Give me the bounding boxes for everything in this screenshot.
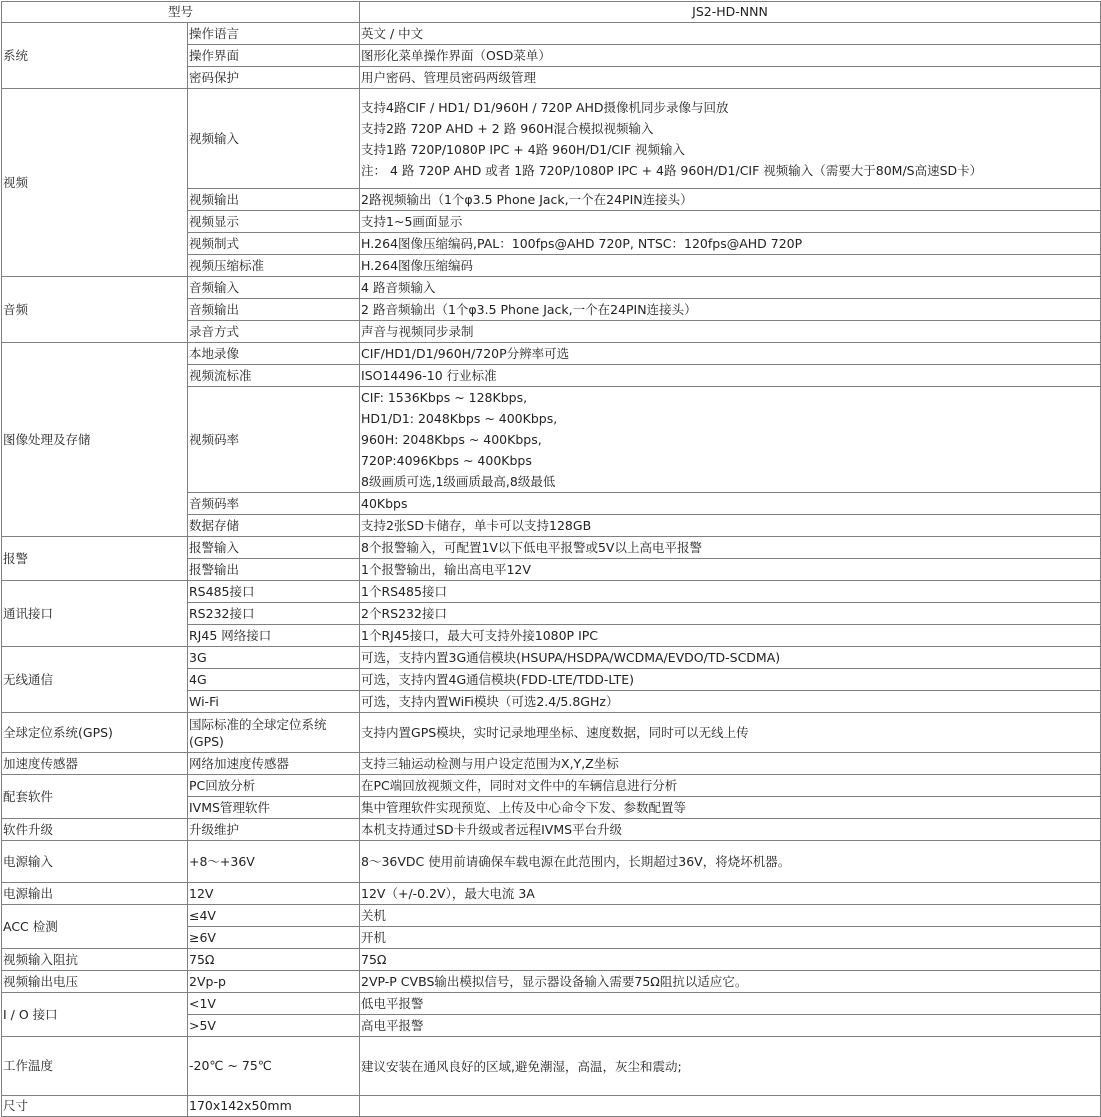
value-cell [360, 669, 1101, 691]
category-cell: 全球定位系统(GPS) [2, 713, 188, 753]
item-cell: 2Vp-p [188, 971, 360, 993]
value-cell [360, 1015, 1101, 1037]
value-cell [360, 343, 1101, 365]
category-cell: 配套软件 [2, 775, 188, 819]
value-line: 支持4路CIF / HD1/ D1/960H / 720P AHD摄像机同步录像与回放 [361, 99, 729, 115]
item-cell: 操作界面 [188, 45, 360, 67]
spec-row [2, 905, 1101, 927]
item-cell: 75Ω [188, 949, 360, 971]
category-cell: 图像处理及存储 [2, 343, 188, 537]
value-line: 75Ω [361, 952, 387, 967]
value-line: 声音与视频同步录制 [361, 324, 474, 339]
value-line: 2路视频输出（1个φ3.5 Phone Jack,一个在24PIN连接头） [361, 192, 693, 207]
value-line: ISO14496-10 行业标准 [361, 368, 497, 383]
value-cell [360, 387, 1101, 493]
item-cell: 音频码率 [188, 493, 360, 515]
item-cell: 本地录像 [188, 343, 360, 365]
value-cell [360, 775, 1101, 797]
item-cell: 密码保护 [188, 67, 360, 89]
item-cell: RS232接口 [188, 603, 360, 625]
spec-row [2, 537, 1101, 559]
item-cell: 报警输入 [188, 537, 360, 559]
value-cell [360, 299, 1101, 321]
item-cell: 网络加速度传感器 [188, 753, 360, 775]
item-cell: 视频流标准 [188, 365, 360, 387]
item-cell: 4G [188, 669, 360, 691]
value-cell [360, 67, 1101, 89]
spec-row [2, 647, 1101, 669]
item-cell: >5V [188, 1015, 360, 1037]
value-cell [360, 753, 1101, 775]
value-cell [360, 493, 1101, 515]
value-line: 2 路音频输出（1个φ3.5 Phone Jack,一个在24PIN连接头） [361, 302, 697, 317]
value-cell [360, 23, 1101, 45]
item-cell: 3G [188, 647, 360, 669]
value-line: H.264图像压缩编码,PAL：100fps@AHD 720P, NTSC：120fps@AHD 720P [361, 236, 803, 251]
value-line: 可选，支持内置WiFi模块（可选2.4/5.8GHz） [361, 694, 619, 709]
value-line: 本机支持通过SD卡升级或者远程IVMS平台升级 [361, 822, 623, 837]
spec-row [2, 971, 1101, 993]
item-cell: 国际标准的全球定位系统(GPS) [188, 713, 360, 753]
value-cell [360, 559, 1101, 581]
value-cell [360, 625, 1101, 647]
category-cell: 加速度传感器 [2, 753, 188, 775]
item-cell: ≤4V [188, 905, 360, 927]
spec-row [2, 277, 1101, 299]
item-cell: 报警输出 [188, 559, 360, 581]
spec-row [2, 775, 1101, 797]
value-line: 图形化菜单操作界面（OSD菜单） [361, 48, 551, 63]
value-cell [360, 797, 1101, 819]
value-cell [360, 515, 1101, 537]
value-line: 开机 [361, 930, 387, 945]
value-cell [360, 277, 1101, 299]
item-cell: <1V [188, 993, 360, 1015]
value-line: CIF/HD1/D1/960H/720P分辨率可选 [361, 346, 570, 361]
spec-row [2, 993, 1101, 1015]
value-cell [360, 255, 1101, 277]
value-line: 960H: 2048Kbps ~ 400Kbps, [361, 432, 542, 447]
value-line: CIF: 1536Kbps ~ 128Kbps, [361, 390, 528, 405]
item-cell: 170x142x50mm [188, 1096, 360, 1117]
value-line: 支持内置GPS模块，实时记录地理坐标、速度数据，同时可以无线上传 [361, 725, 749, 740]
spec-table-body [2, 2, 1101, 1117]
value-line: 低电平报警 [361, 996, 424, 1011]
item-cell: PC回放分析 [188, 775, 360, 797]
item-cell: 视频输入 [188, 89, 360, 189]
value-cell [360, 321, 1101, 343]
category-cell: 视频输入阻抗 [2, 949, 188, 971]
value-line: 40Kbps [361, 496, 408, 511]
item-cell: 录音方式 [188, 321, 360, 343]
value-cell [360, 927, 1101, 949]
item-cell: 数据存储 [188, 515, 360, 537]
value-line: 可选，支持内置4G通信模块(FDD-LTE/TDD-LTE) [361, 672, 635, 687]
value-cell [360, 993, 1101, 1015]
item-cell: 音频输入 [188, 277, 360, 299]
header-row [2, 2, 1101, 23]
spec-row [2, 949, 1101, 971]
value-line: 8～36VDC 使用前请确保车载电源在此范围内，长期超过36V，将烧坏机器。 [361, 854, 791, 869]
category-cell: 通讯接口 [2, 581, 188, 647]
spec-row [2, 883, 1101, 905]
item-cell: 12V [188, 883, 360, 905]
value-line: 2VP-P CVBS输出模拟信号，显示器设备输入需要75Ω阻抗以适应它。 [361, 974, 748, 989]
category-cell: 视频 [2, 89, 188, 277]
spec-row [2, 89, 1101, 189]
value-cell [360, 211, 1101, 233]
item-cell: 视频压缩标准 [188, 255, 360, 277]
value-line: 注： 4 路 720P AHD 或者 1路 720P/1080P IPC + 4路 960H/D1/CIF 视频输入（需要大于80M/S高速SD卡） [361, 162, 983, 178]
item-cell: 升级维护 [188, 819, 360, 841]
value-line: 2个RS232接口 [361, 606, 447, 621]
value-cell [360, 1096, 1101, 1117]
value-cell [360, 189, 1101, 211]
category-cell: 视频输出电压 [2, 971, 188, 993]
spec-table [1, 1, 1101, 1117]
item-cell: 音频输出 [188, 299, 360, 321]
value-cell [360, 603, 1101, 625]
item-cell: IVMS管理软件 [188, 797, 360, 819]
item-cell: ≥6V [188, 927, 360, 949]
item-cell: 视频显示 [188, 211, 360, 233]
category-cell: 尺寸 [2, 1096, 188, 1117]
value-cell [360, 949, 1101, 971]
category-cell: 软件升级 [2, 819, 188, 841]
value-line: HD1/D1: 2048Kbps ~ 400Kbps, [361, 411, 558, 426]
value-line: 1个RJ45接口，最大可支持外接1080P IPC [361, 628, 599, 643]
value-cell [360, 883, 1101, 905]
value-cell [360, 45, 1101, 67]
value-line: 关机 [361, 908, 387, 923]
value-line: 英文 / 中文 [361, 26, 424, 41]
category-cell: I / O 接口 [2, 993, 188, 1037]
category-cell: 系统 [2, 23, 188, 89]
item-cell: 视频制式 [188, 233, 360, 255]
item-cell: RS485接口 [188, 581, 360, 603]
item-cell: 操作语言 [188, 23, 360, 45]
spec-row [2, 1096, 1101, 1117]
value-cell [360, 691, 1101, 713]
value-cell [360, 233, 1101, 255]
value-line: 集中管理软件实现预览、上传及中心命令下发、参数配置等 [361, 800, 687, 815]
value-cell [360, 537, 1101, 559]
spec-row [2, 581, 1101, 603]
category-cell: 音频 [2, 277, 188, 343]
item-cell: 视频输出 [188, 189, 360, 211]
value-cell [360, 713, 1101, 753]
value-line: 12V（+/-0.2V），最大电流 3A [361, 886, 535, 901]
value-line: 720P:4096Kbps ~ 400Kbps [361, 453, 532, 468]
value-line: 1个RS485接口 [361, 584, 447, 599]
category-cell: 无线通信 [2, 647, 188, 713]
value-line: 支持三轴运动检测与用户设定范围为X,Y,Z坐标 [361, 756, 619, 771]
item-cell: Wi-Fi [188, 691, 360, 713]
value-line: 1个报警输出，输出高电平12V [361, 562, 531, 577]
value-line: 支持2张SD卡储存，单卡可以支持128GB [361, 518, 592, 533]
value-line: 支持1路 720P/1080P IPC + 4路 960H/D1/CIF 视频输入 [361, 141, 686, 157]
spec-row [2, 841, 1101, 883]
value-line: 支持1~5画面显示 [361, 214, 463, 229]
value-cell [360, 819, 1101, 841]
value-cell [360, 971, 1101, 993]
value-line: 高电平报警 [361, 1018, 424, 1033]
value-line: 8个报警输入，可配置1V以下低电平报警或5V以上高电平报警 [361, 540, 702, 555]
value-line: 8级画质可选,1级画质最高,8级最低 [361, 474, 556, 489]
category-cell: 电源输入 [2, 841, 188, 883]
spec-row [2, 343, 1101, 365]
spec-row [2, 819, 1101, 841]
value-cell [360, 647, 1101, 669]
spec-row [2, 753, 1101, 775]
model-value: JS2-HD-NNN [360, 2, 1101, 23]
item-cell: +8～+36V [188, 841, 360, 883]
category-cell: 报警 [2, 537, 188, 581]
item-cell: RJ45 网络接口 [188, 625, 360, 647]
value-line: 4 路音频输入 [361, 280, 436, 295]
value-line: 在PC端回放视频文件，同时对文件中的车辆信息进行分析 [361, 778, 678, 793]
spec-row [2, 713, 1101, 753]
value-cell [360, 89, 1101, 189]
item-cell: 视频码率 [188, 387, 360, 493]
value-cell [360, 365, 1101, 387]
value-line: 可选，支持内置3G通信模块(HSUPA/HSDPA/WCDMA/EVDO/TD-SCDMA) [361, 650, 781, 665]
item-cell: -20℃ ~ 75℃ [188, 1037, 360, 1096]
value-line: 用户密码、管理员密码两级管理 [361, 70, 537, 85]
value-cell [360, 581, 1101, 603]
spec-row [2, 23, 1101, 45]
category-cell: ACC 检测 [2, 905, 188, 949]
value-line: H.264图像压缩编码 [361, 258, 474, 273]
category-cell: 工作温度 [2, 1037, 188, 1096]
model-label: 型号 [2, 2, 360, 23]
value-line: 支持2路 720P AHD + 2 路 960H混合模拟视频输入 [361, 120, 654, 136]
value-line: 建议安装在通风良好的区域,避免潮湿，高温，灰尘和震动; [361, 1058, 682, 1074]
category-cell: 电源输出 [2, 883, 188, 905]
value-cell [360, 841, 1101, 883]
value-cell [360, 905, 1101, 927]
